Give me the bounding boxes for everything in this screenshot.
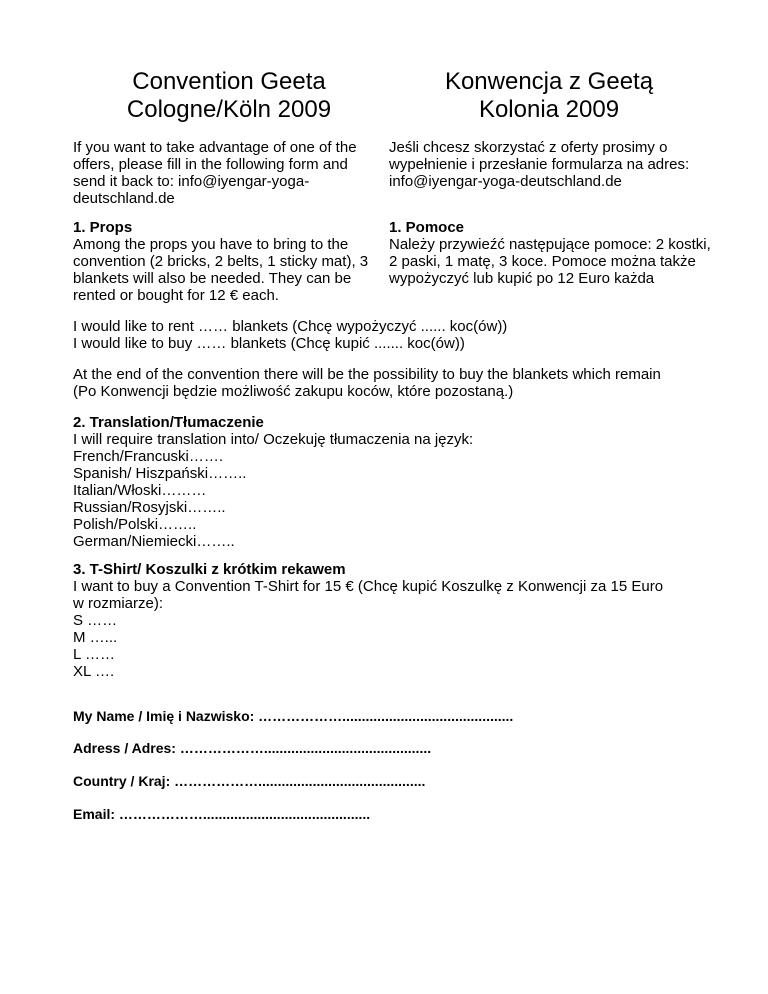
title-row [73,68,713,124]
language-item: Spanish/ Hiszpański…….. [73,465,247,482]
title-polish [385,68,713,124]
end-note [73,366,713,400]
size-item: S …… [73,612,118,629]
title-pl-line1: Konwencja z Geetą [444,68,654,95]
country-field[interactable]: Country / Kraj: ………………........................................... [73,773,426,789]
size-item: XL …. [73,663,115,680]
props-text-pl: Należy przywieźć następujące pomoce: 2 kostki, 2 paski, 1 matę, 3 koce. Pomoce można także wypożyczyć lub kupić po 12 Euro każda [389,236,711,287]
props-heading-en: 1. Props [73,219,133,236]
address-field[interactable]: Adress / Adres: ………………........................................... [73,740,432,756]
language-item: Russian/Rosyjski…….. [73,499,226,516]
rent-line: I would like to rent …… blankets (Chcę wypożyczyć ...... koc(ów)) [73,318,508,335]
tshirt-text-line1: I want to buy a Convention T-Shirt for 15 € (Chcę kupić Koszulkę z Konwencji za 15 Euro [73,578,664,595]
email-field[interactable]: Email: ………………........................................... [73,806,371,822]
tshirt-text-line2: w rozmiarze): [73,595,164,612]
title-pl-line2: Kolonia 2009 [478,96,620,123]
intro-english: If you want to take advantage of one of the offers, please fill in the following form and send it back to: info@iyengar-yoga-deutschland.de [73,139,357,207]
translation-heading: 2. Translation/Tłumaczenie [73,414,264,431]
tshirt-section [73,561,713,680]
end-note-pl: (Po Konwencji będzie możliwość zakupu koców, które pozostaną.) [73,383,514,400]
size-item: L …… [73,646,115,663]
title-english [73,68,385,124]
title-en-line2: Cologne/Köln 2009 [126,96,332,123]
translation-section [73,414,713,550]
intro-polish: Jeśli chcesz skorzystać z oferty prosimy o wypełnienie i przesłanie formularza na adres: info@iyengar-yoga-deutschland.de [389,139,690,190]
language-item: French/Francuski……. [73,448,224,465]
size-item: M …... [73,629,118,646]
props-row [73,219,713,304]
name-field[interactable]: My Name / Imię i Nazwisko: ………………............................................ [73,708,514,724]
props-text-en: Among the props you have to bring to the convention (2 bricks, 2 belts, 1 sticky mat), 3 blankets will also be needed. They can be rented or bought for 12 € each. [73,236,369,304]
intro-row [73,139,713,207]
buy-line: I would like to buy …… blankets (Chcę kupić ....... koc(ów)) [73,335,465,352]
end-note-en: At the end of the convention there will be the possibility to buy the blankets which remain [73,366,661,383]
title-en-line1: Convention Geeta [132,68,326,95]
language-item: Italian/Włoski……… [73,482,207,499]
language-item: German/Niemiecki…….. [73,533,235,550]
tshirt-heading: 3. T-Shirt/ Koszulki z krótkim rekawem [73,561,346,578]
language-item: Polish/Polski…….. [73,516,197,533]
props-heading-pl: 1. Pomoce [389,219,465,236]
blanket-lines [73,318,713,352]
translation-intro: I will require translation into/ Oczekuję tłumaczenia na język: [73,431,474,448]
